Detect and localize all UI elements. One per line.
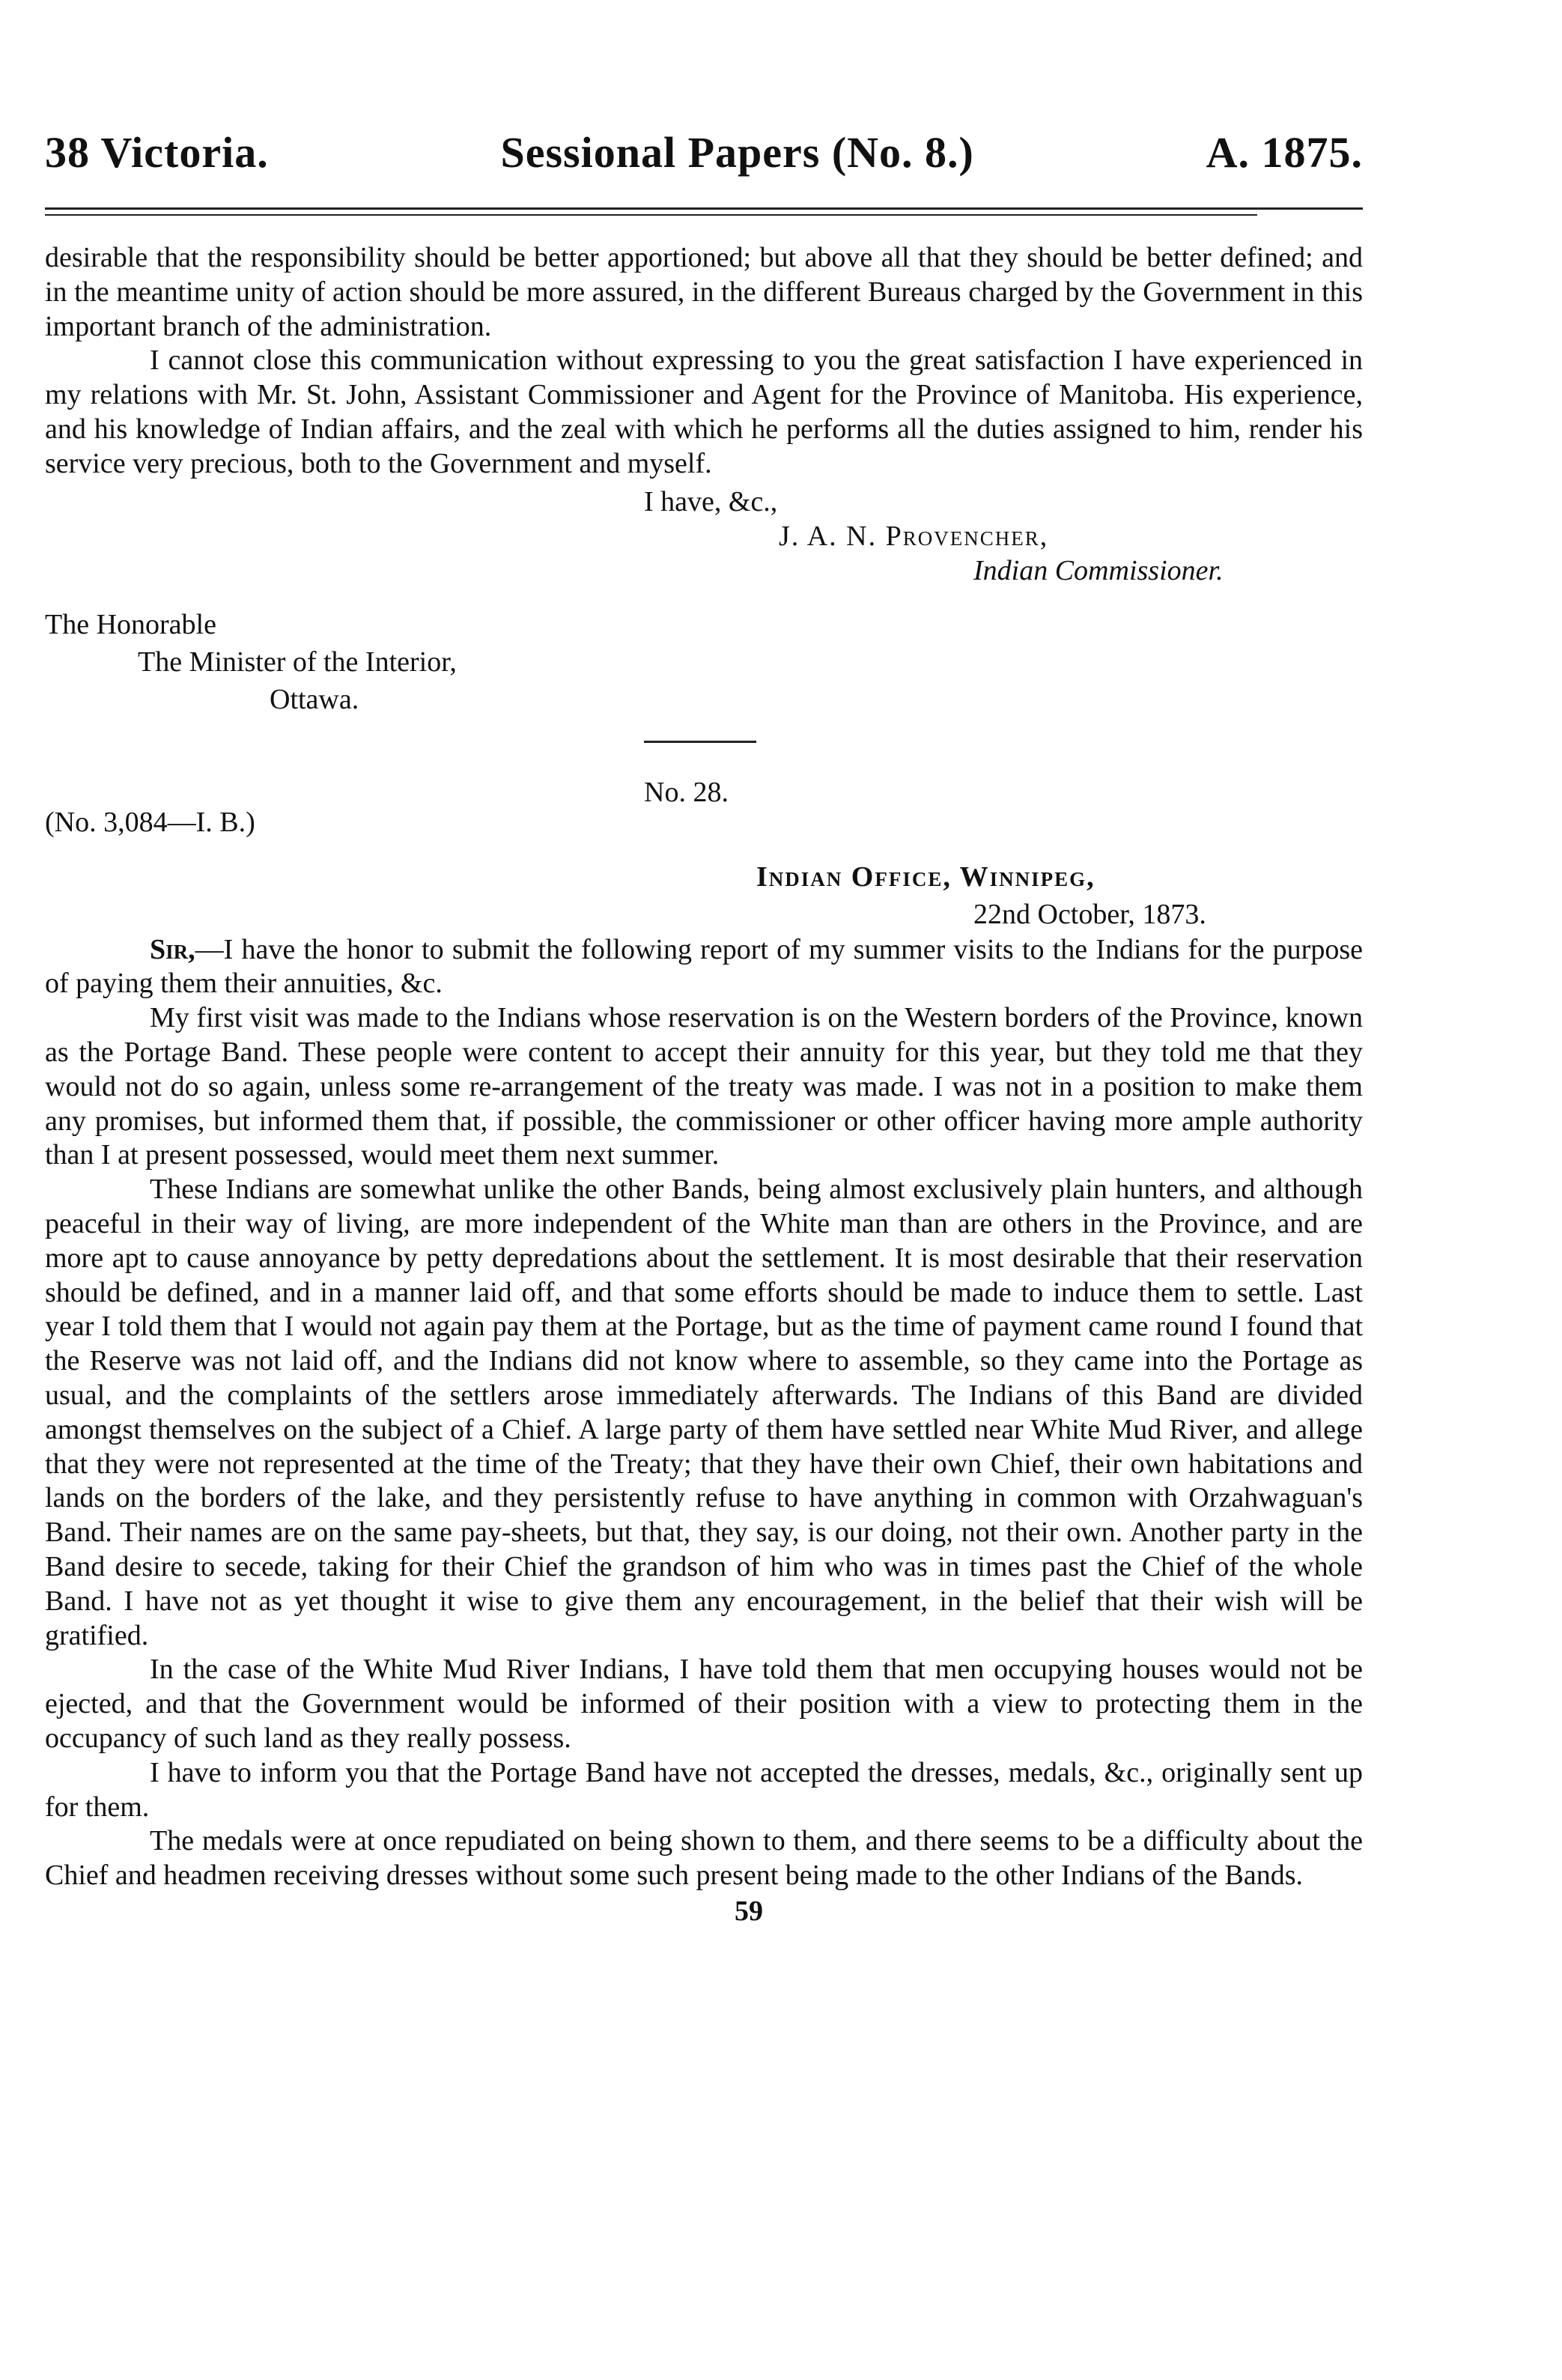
letter-date: 22nd October, 1873. <box>973 898 1206 930</box>
addressee-line-2: The Minister of the Interior, <box>138 646 457 678</box>
body-text <box>45 241 1363 482</box>
letter-paragraph-3: These Indians are somewhat unlike the other Bands, being almost exclusively plain hunters, and although peaceful in their way of living, are more independent of the White man than are others in the Province, and are more apt to cause annoyance by petty depredations about the settlement. It is most desirable that their reservation should be defined, and in a manner laid off, and that some efforts should be made to induce them to settle. Last year I told them that I would not again pay them at the Portage, but as the time of payment came round I found that the Reserve was not laid off, and the Indians did not know where to assemble, so they came into the Portage as usual, and the complaints of the settlers arose immediately afterwards. The Indians of this Band are divided amongst themselves on the subject of a Chief. A large party of them have settled near White Mud River, and allege that they were not represented at the time of the Treaty; that they have their own Chief, their own habitations and lands on the borders of the lake, and they persistently refuse to have anything in common with Orzahwaguan's Band. Their names are on the same pay-sheets, but that, they say, is our doing, not their own. Another party in the Band desire to secede, taking for their Chief the grandson of him who was in times past the Chief of the whole Band. I have not as yet thought it wise to give them any encouragement, in the belief that their wish will be gratified. <box>45 1174 1363 1651</box>
header-title: Sessional Papers (No. 8.) <box>500 128 974 177</box>
addressee-line-3: Ottawa. <box>270 683 359 715</box>
salutation: Sir, <box>150 933 195 965</box>
closing-paragraph: I cannot close this communication without expressing to you the great satisfaction I have experienced in my relations with Mr. St. John, Assistant Commissioner and Agent for the Province of Manitoba. His experience, and his knowledge of Indian affairs, and the zeal with which he performs all the duties assigned to him, render his service very precious, both to the Government and myself. <box>45 344 1363 479</box>
addressee-block <box>45 606 1363 718</box>
document-number-row <box>45 776 1363 858</box>
header-rule-thin <box>45 214 1257 216</box>
section-divider <box>644 741 756 743</box>
letter-paragraph-6: The medals were at once repudiated on being shown to them, and there seems to be a difficulty about the Chief and headmen receiving dresses without some such present being made to the other Indians of the Bands. <box>45 1825 1363 1892</box>
page-number: 59 <box>735 1895 763 1927</box>
document-page <box>45 127 1363 1928</box>
signature-name: J. A. N. Provencher, <box>779 520 1049 552</box>
signature-block <box>45 485 1363 588</box>
header-year: A. 1875. <box>1206 128 1363 177</box>
letter-paragraph-5: I have to inform you that the Portage Band have not accepted the dresses, medals, &c., originally sent up for them. <box>45 1756 1363 1823</box>
signature-closing: I have, &c., <box>644 485 778 517</box>
letter-paragraph-2: My first visit was made to the Indians whose reservation is on the Western borders of the Province, known as the Portage Band. These people were content to accept their annuity for this year, but they told me that they would not do so again, unless some re-arrangement of the treaty was made. I was not in a position to make them any promises, but informed them that, if possible, the commissioner or other officer having more ample authority than I at present possessed, would meet them next summer. <box>45 1002 1363 1171</box>
letter-paragraph-1 <box>45 933 1363 1002</box>
letter-paragraph-4: In the case of the White Mud River Indians, I have told them that men occupying houses would not be ejected, and that the Government would be informed of their position with a view to protecting them in the occupancy of such land as they really possess. <box>45 1654 1363 1754</box>
letter-body <box>45 933 1363 1893</box>
continuation-paragraph: desirable that the responsibility should be better apportioned; but above all that they should be better defined; and in the meantime unity of action should be more assured, in the different Bureaus charged by the Government in this important branch of the administration. <box>45 242 1363 342</box>
document-number: No. 28. <box>644 776 729 808</box>
signature-title: Indian Commissioner. <box>973 554 1224 586</box>
header-rule <box>45 207 1363 210</box>
addressee-line-1: The Honorable <box>45 608 216 640</box>
header-volume: 38 Victoria. <box>45 128 269 177</box>
running-header <box>45 127 1363 177</box>
office-line: Indian Office, Winnipeg, <box>756 860 1095 893</box>
reference-number: (No. 3,084—I. B.) <box>45 806 255 838</box>
letter-paragraph-1-text: —I have the honor to submit the following report of my summer visits to the Indians for the purpose of paying them their annuities, &c. <box>45 933 1363 1000</box>
